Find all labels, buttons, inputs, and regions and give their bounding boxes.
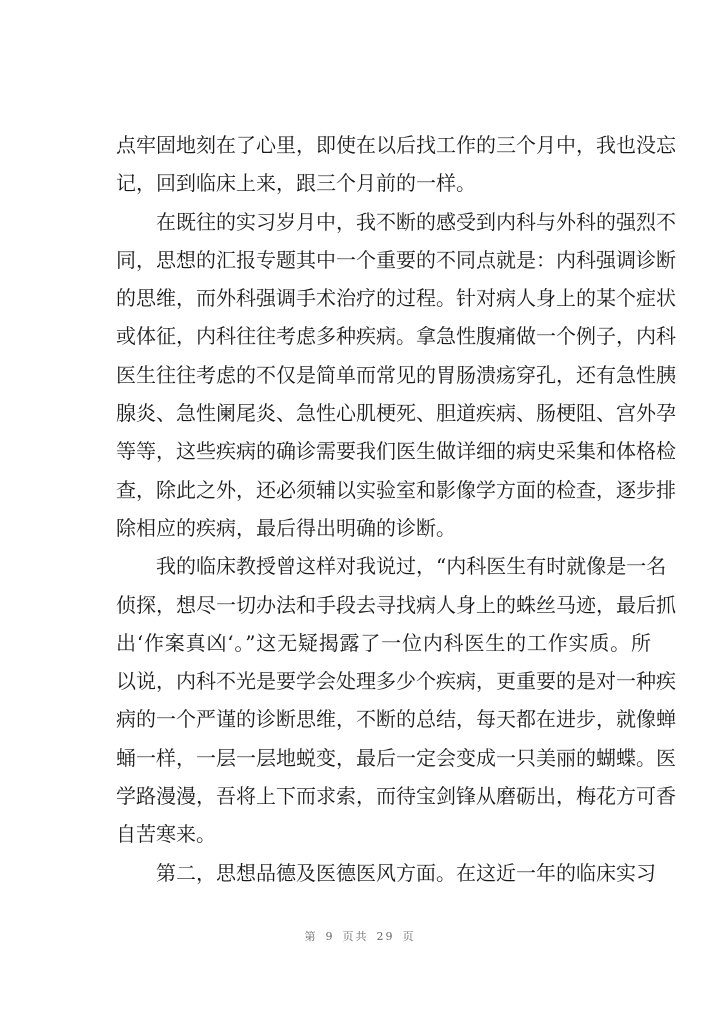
text-line: 的思维，而外科强调手术治疗的过程。针对病人身上的某个症状 [116,286,676,311]
text-line: 同，思想的汇报专题其中一个重要的不同点就是：内科强调诊断 [116,247,676,272]
paragraph-first-line: 在既往的实习岁月中，我不断的感受到内科与外科的强烈不 [156,209,676,234]
text-line: 出‘作案真凶‘。”这无疑揭露了一位内科医生的工作实质。所 [116,630,651,655]
text-line: 以说，内科不光是要学会处理多少个疾病，更重要的是对一种疾 [116,669,676,694]
text-line: 除相应的疾病，最后得出明确的诊断。 [116,515,456,540]
footer-label-end: 页 [402,930,416,943]
text-line: 蛹一样，一层一层地蜕变，最后一定会变成一只美丽的蝴蝶。医 [116,745,676,770]
paragraph-first-line: 我的临床教授曾这样对我说过，“内科医生有时就像是一名 [156,554,667,579]
text-line: 腺炎、急性阑尾炎、急性心肌梗死、胆道疾病、肠梗阻、宫外孕 [116,401,676,426]
footer-label-of: 页共 [342,930,369,943]
text-line: 查，除此之外，还必须辅以实验室和影像学方面的检查，逐步排 [116,477,676,502]
paragraph-first-line: 第二，思想品德及医德医风方面。在这近一年的临床实习 [156,860,656,885]
text-line: 点牢固地刻在了心里，即使在以后找工作的三个月中，我也没忘 [116,133,676,157]
document-body [116,126,676,892]
text-line: 自苦寒来。 [116,822,216,847]
text-line: 医生往往考虑的不仅是简单而常见的胃肠溃疡穿孔，还有急性胰 [116,362,676,387]
footer-current-page: 9 [325,930,335,943]
text-line: 等等，这些疾病的确诊需要我们医生做详细的病史采集和体格检 [116,439,676,464]
page-footer [0,928,720,944]
footer-total-pages: 29 [376,930,395,943]
footer-label-page: 第 [304,930,318,943]
text-line: 侦探，想尽一切办法和手段去寻找病人身上的蛛丝马迹，最后抓 [116,592,676,617]
text-line: 记，回到临床上来，跟三个月前的一样。 [116,171,476,196]
text-line: 病的一个严谨的诊断思维，不断的总结，每天都在进步，就像蝉 [116,707,676,732]
text-line: 或体征，内科往往考虑多种疾病。拿急性腹痛做一个例子，内科 [116,324,676,349]
text-line: 学路漫漫，吾将上下而求索，而待宝剑锋从磨砺出，梅花方可香 [116,784,676,809]
